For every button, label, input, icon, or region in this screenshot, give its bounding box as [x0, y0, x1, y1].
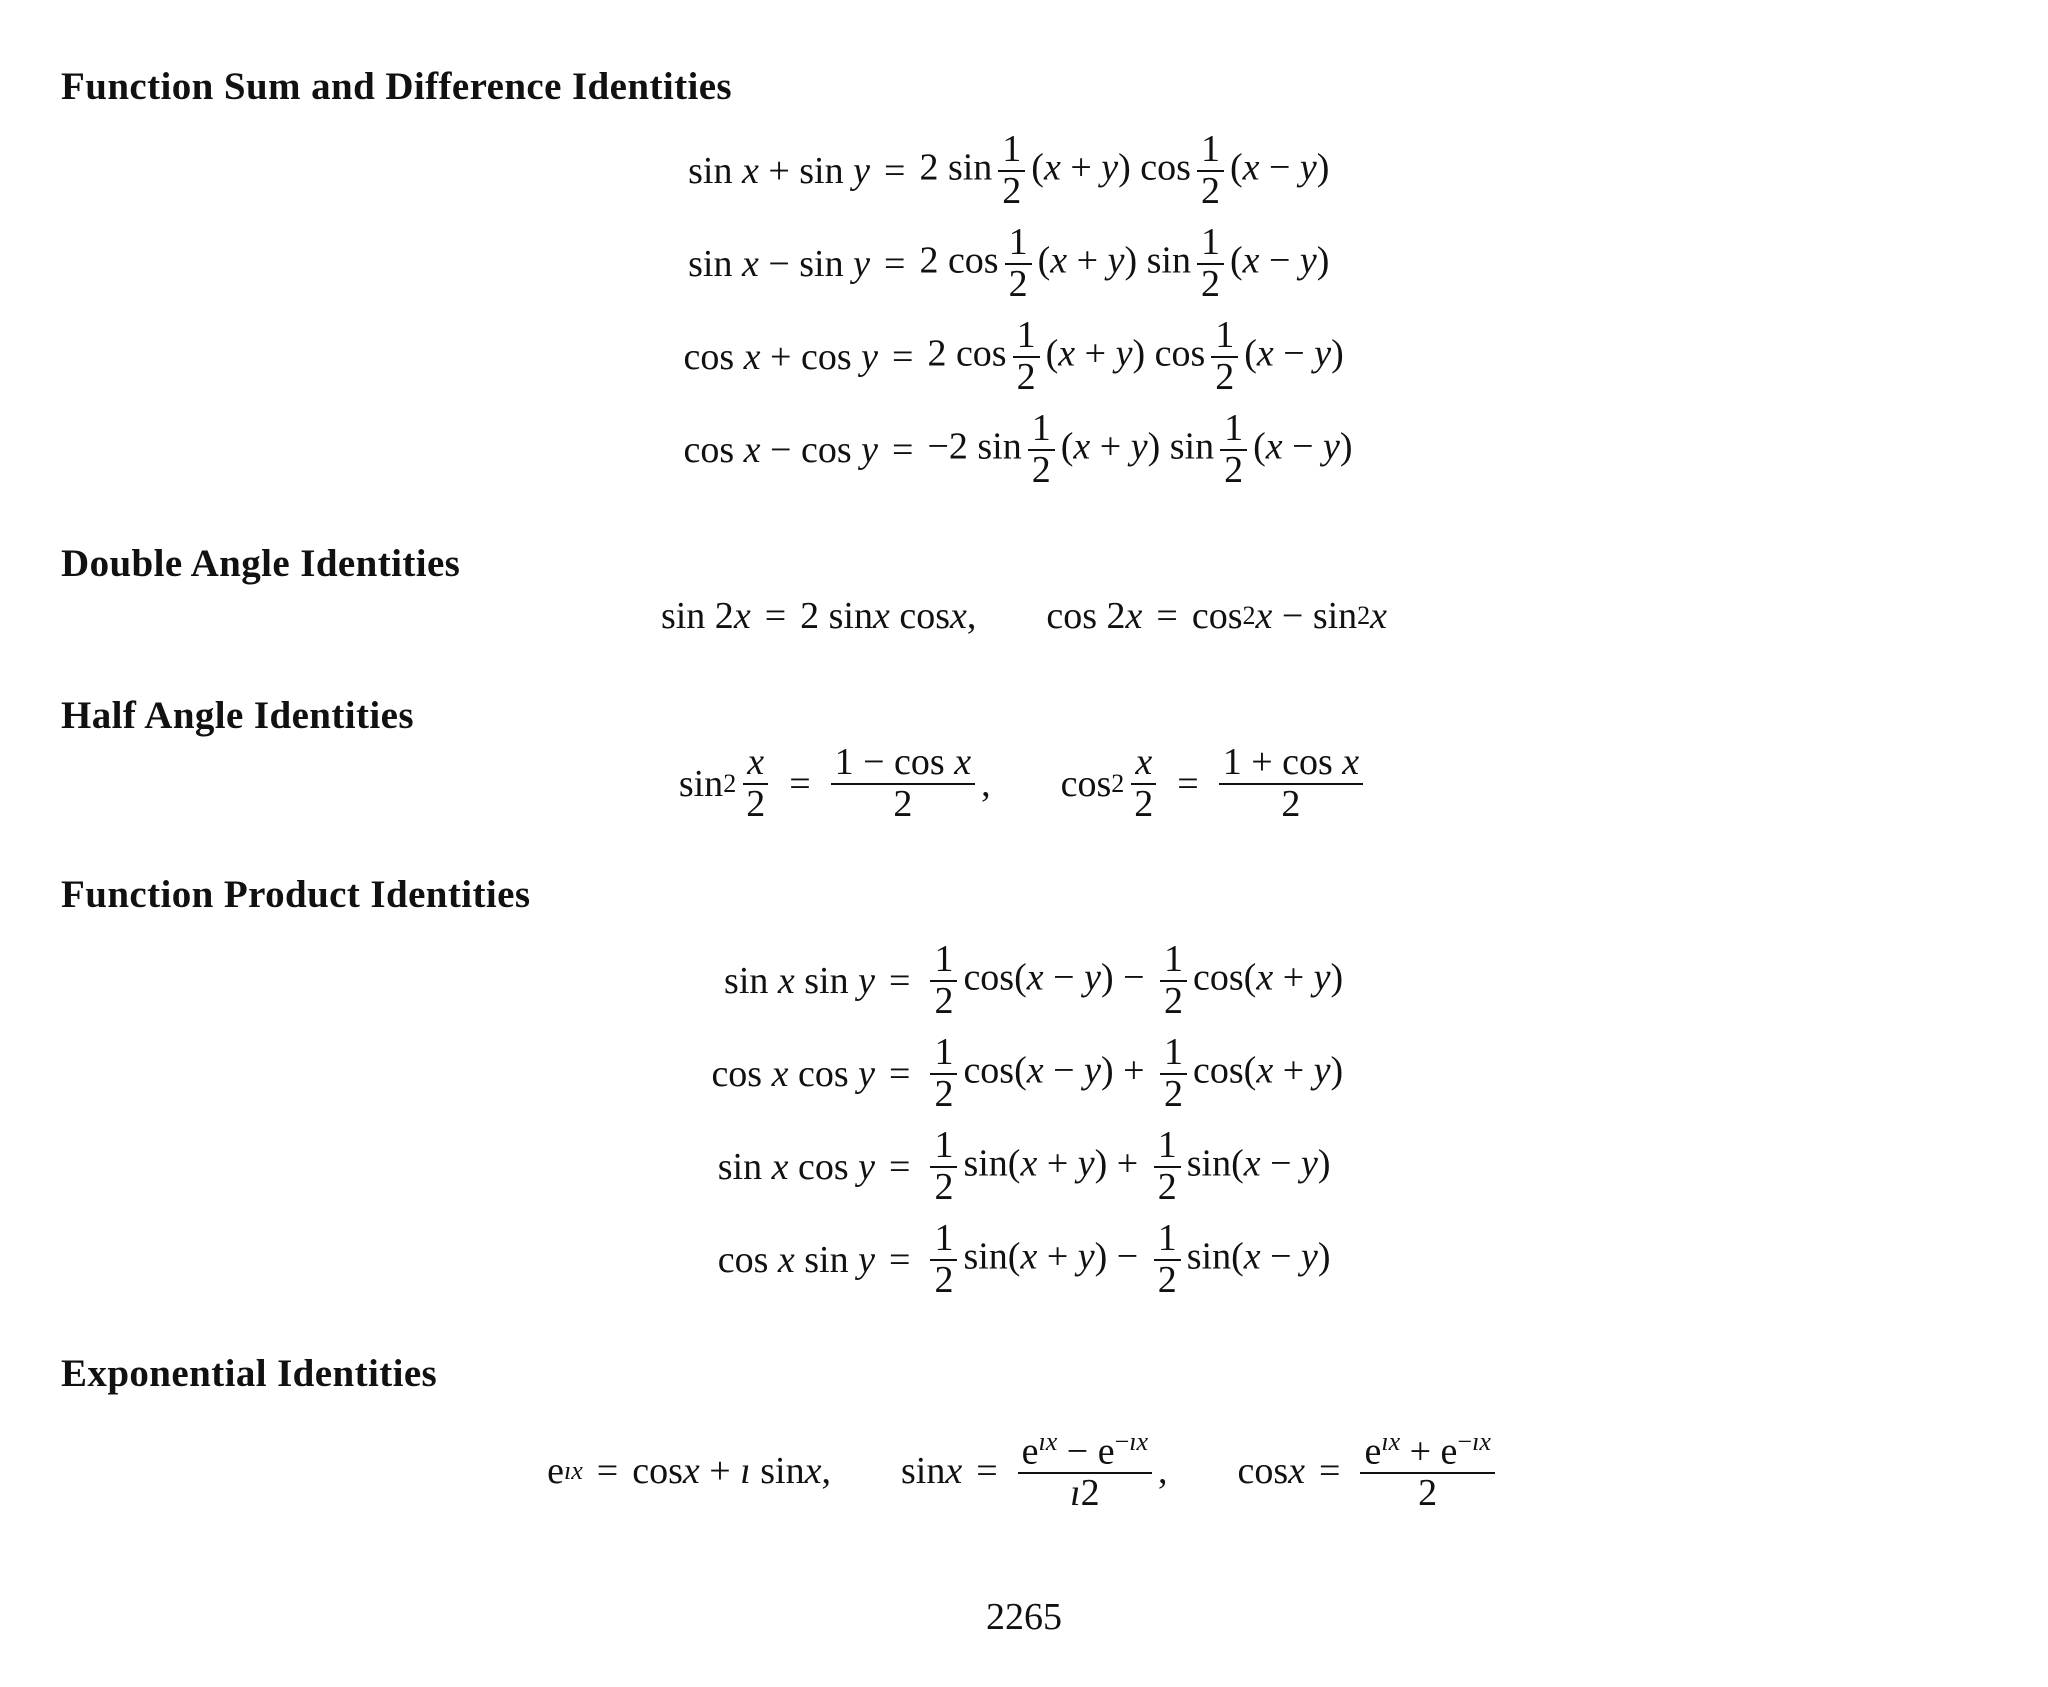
equals-sign: = [884, 150, 906, 192]
sum-identity-3 [660, 311, 1344, 403]
fraction-half: $\frac{1}{2}$ [998, 130, 1025, 212]
equals-sign: = [889, 1239, 911, 1281]
fraction-x-over-2: $\frac{x}{2}$ [742, 743, 769, 825]
fraction-half: $\frac{1}{2}$ [1154, 1219, 1181, 1301]
section-heading-product: Function Product Identities [61, 873, 531, 916]
product-identity-3 [683, 1121, 1331, 1213]
fraction-half: $\frac{1}{2}$ [930, 1219, 957, 1301]
product-identity-2 [683, 1028, 1343, 1120]
section-heading-exponential: Exponential Identities [61, 1352, 438, 1395]
equals-sign: = [1319, 1450, 1341, 1492]
sum-identity-2 [660, 218, 1329, 310]
equation-lhs: sin x cos y [717, 1146, 875, 1188]
double-angle-sin: sin 2 x = 2 sin x cos x , [660, 595, 977, 637]
equals-sign: = [892, 429, 914, 471]
page-number: 2265 [986, 1596, 1062, 1638]
double-angle-identities [0, 570, 2048, 662]
sin-exponential: sin x = $\frac{e^{ıx} - e^{-ıx}}{ı2}$ , [900, 1426, 1168, 1515]
fraction-half: $\frac{1}{2}$ [1211, 316, 1238, 398]
section-heading-double-angle: Double Angle Identities [61, 542, 461, 585]
fraction-cos-exp: $\frac{e^{ıx} + e^{-ıx}}{2}$ [1360, 1428, 1494, 1514]
equals-sign: = [789, 763, 811, 805]
equation-rhs: 2 cos $\frac{1}{2}$ (x + y) sin $\frac{1}{2}$ (x − y) [919, 221, 1330, 305]
fraction-half: $\frac{1}{2}$ [930, 1126, 957, 1208]
equation-lhs: cos x − cos y [683, 429, 878, 471]
fraction-one-minus-cos: $\frac{\text{1 − cos x}}{2}$ [831, 743, 975, 825]
half-angle-cos: cos 2 $\frac{x}{2}$ = $\frac{\text{1 + cos x}}{2}$ [1061, 743, 1370, 825]
equals-sign: = [892, 336, 914, 378]
equals-sign: = [884, 243, 906, 285]
fraction-half: $\frac{1}{2}$ [930, 1033, 957, 1115]
section-heading-half-angle: Half Angle Identities [61, 694, 414, 737]
fraction-half: $\frac{1}{2}$ [1013, 316, 1040, 398]
equation-rhs: −2 sin $\frac{1}{2}$ (x + y) sin $\frac{1}{2}$ (x − y) [927, 407, 1353, 491]
equals-sign: = [1177, 763, 1199, 805]
half-angle-identities [0, 738, 2048, 830]
equals-sign: = [1156, 595, 1178, 637]
equation-rhs: 2 cos $\frac{1}{2}$ (x + y) cos $\frac{1}{2}$ (x − y) [927, 314, 1344, 398]
fraction-half: $\frac{1}{2}$ [1160, 940, 1187, 1022]
cos-exponential: cos x = $\frac{e^{ıx} + e^{-ıx}}{2}$ [1238, 1428, 1501, 1514]
equation-rhs: 2 sin $\frac{1}{2}$ (x + y) cos $\frac{1}{2}$ (x − y) [919, 128, 1330, 212]
equals-sign: = [764, 595, 787, 637]
fraction-half: $\frac{1}{2}$ [1160, 1033, 1187, 1115]
fraction-half: $\frac{1}{2}$ [1220, 409, 1247, 491]
double-angle-cos: cos 2 x = cos 2 x − sin 2 x [1046, 595, 1388, 637]
equation-lhs: sin x + sin y [688, 150, 870, 192]
equation-rhs: $\frac{1}{2}$ cos(x − y) + $\frac{1}{2}$ cos(x + y) [924, 1033, 1343, 1115]
fraction-half: $\frac{1}{2}$ [1197, 223, 1224, 305]
equals-sign: = [889, 1146, 911, 1188]
exponential-identities [0, 1425, 2048, 1517]
fraction-half: $\frac{1}{2}$ [1028, 409, 1055, 491]
equation-lhs: cos x cos y [711, 1053, 875, 1095]
product-identity-1 [683, 935, 1343, 1027]
sum-identity-1 [660, 125, 1329, 217]
fraction-one-plus-cos: $\frac{\text{1 + cos x}}{2}$ [1219, 743, 1363, 825]
equation-rhs: $\frac{1}{2}$ sin(x + y) − $\frac{1}{2}$ sin(x − y) [924, 1219, 1330, 1301]
product-identity-4 [683, 1214, 1331, 1306]
equals-sign: = [976, 1450, 998, 1492]
section-heading-sum-difference: Function Sum and Difference Identities [61, 65, 732, 108]
fraction-sin-exp: $\frac{e^{ıx} - e^{-ıx}}{ı2}$ [1018, 1428, 1152, 1514]
half-angle-sin: sin 2 $\frac{x}{2}$ = $\frac{\text{1 − cos x}}{2}$ , [678, 741, 991, 825]
equals-sign: = [596, 1450, 619, 1492]
equation-rhs: $\frac{1}{2}$ cos(x − y) − $\frac{1}{2}$ cos(x + y) [924, 940, 1343, 1022]
fraction-half: $\frac{1}{2}$ [1005, 223, 1032, 305]
equation-lhs: sin x − sin y [688, 243, 870, 285]
fraction-half: $\frac{1}{2}$ [1197, 130, 1224, 212]
equation-lhs: cos x sin y [717, 1239, 875, 1281]
equals-sign: = [889, 960, 911, 1002]
fraction-x-over-2: $\frac{x}{2}$ [1130, 743, 1157, 825]
fraction-half: $\frac{1}{2}$ [1154, 1126, 1181, 1208]
equation-lhs: cos x + cos y [683, 336, 878, 378]
equals-sign: = [889, 1053, 911, 1095]
euler-formula: e ıx = cos x + ı sin x , [547, 1450, 831, 1492]
fraction-half: $\frac{1}{2}$ [930, 940, 957, 1022]
equation-lhs: sin x sin y [724, 960, 875, 1002]
sum-identity-4 [660, 404, 1353, 496]
equation-rhs: $\frac{1}{2}$ sin(x + y) + $\frac{1}{2}$ sin(x − y) [924, 1126, 1330, 1208]
